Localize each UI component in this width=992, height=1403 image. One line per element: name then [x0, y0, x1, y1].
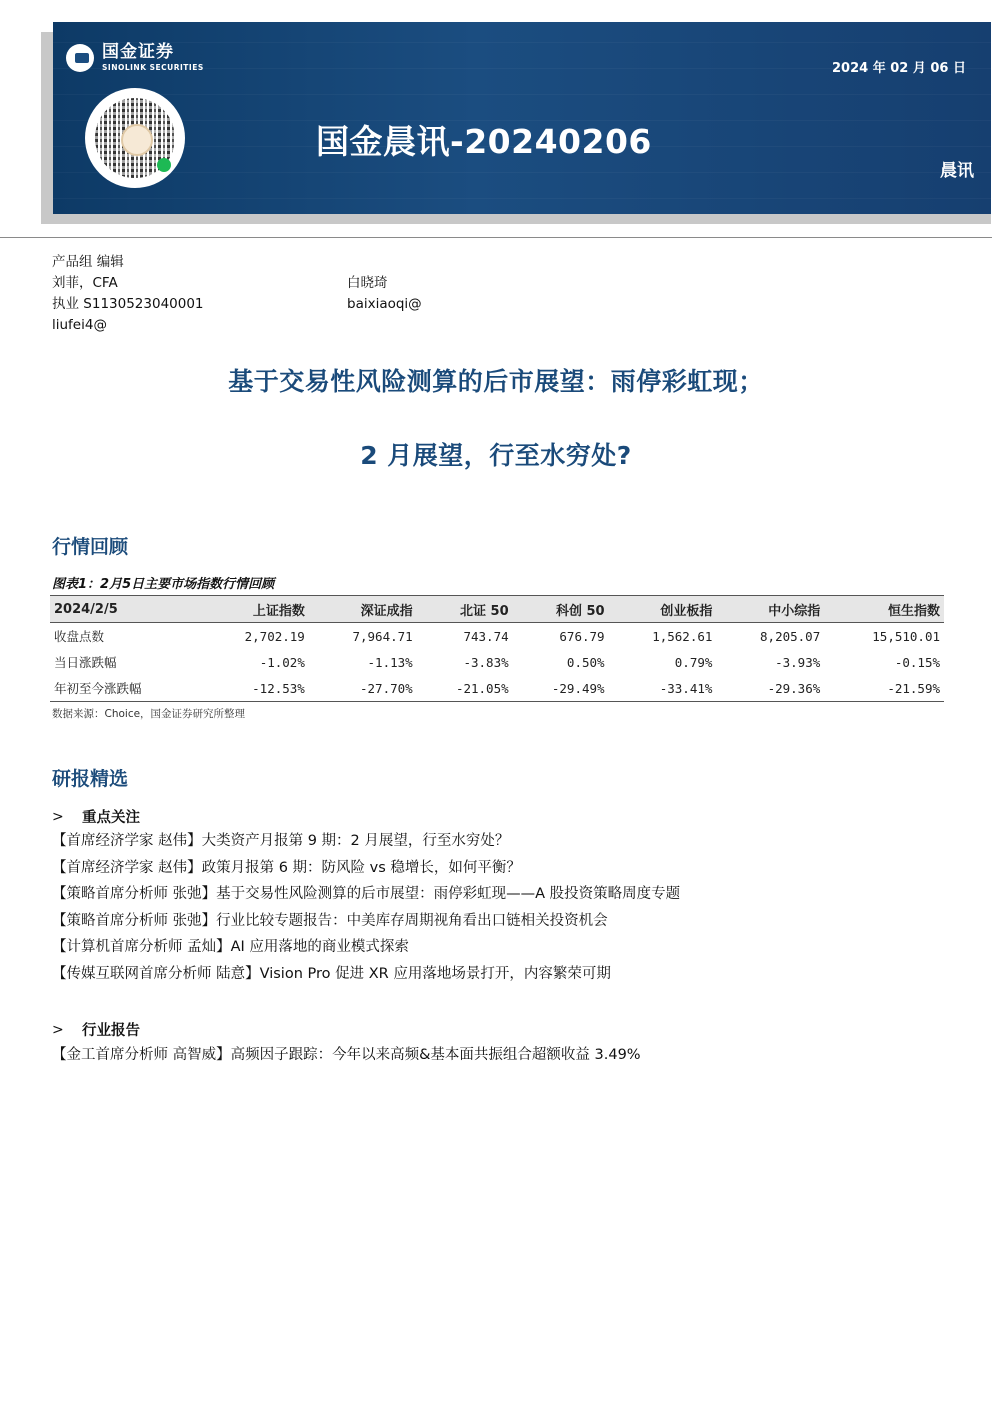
market-index-table [50, 595, 944, 702]
data-source-note: 数据来源：Choice，国金证券研究所整理 [52, 708, 246, 720]
column-header: 科创 50 [513, 596, 609, 623]
table-row [50, 675, 944, 702]
table-cell: 2,702.19 [244, 628, 305, 644]
author-block-left [52, 252, 204, 336]
report-date: 2024 年 02 月 06 日 [832, 61, 966, 76]
list-item[interactable]: 【首席经济学家 赵伟】大类资产月报第 9 期：2 月展望，行至水穷处？ [52, 833, 510, 849]
mini-program-badge-icon [157, 158, 171, 172]
table-cell: 0.50% [566, 654, 605, 670]
table-cell: 7,964.71 [352, 628, 413, 644]
qr-code-icon[interactable] [85, 88, 185, 188]
column-header: 恒生指数 [824, 596, 944, 623]
section-title-research: 研报精选 [52, 768, 129, 790]
report-title: 国金晨讯-20240206 [316, 122, 652, 161]
column-header: 中小综指 [716, 596, 824, 623]
table-cell: -1.13% [367, 654, 413, 670]
table-cell: -1.02% [259, 654, 305, 670]
table-cell: 743.74 [463, 628, 509, 644]
table-cell: -3.93% [775, 654, 821, 670]
row-label: 年初至今涨跌幅 [50, 675, 201, 702]
table-cell: -27.70% [309, 675, 417, 702]
header-divider [0, 237, 992, 238]
list-item[interactable]: 【策略首席分析师 张弛】行业比较专题报告：中美库存周期视角看出口链相关投资机会 [52, 912, 608, 929]
headline-line-2: 2 月展望，行至水穷处? [360, 441, 632, 470]
editor-group: 产品组 编辑 [52, 254, 124, 270]
chevron-right-icon: > [52, 1021, 64, 1038]
author-email[interactable]: liufei4@ [52, 317, 107, 333]
table-cell: 676.79 [559, 628, 605, 644]
table-cell: 8,205.07 [760, 628, 821, 644]
table-cell: -12.53% [201, 675, 309, 702]
section-title-market-review: 行情回顾 [52, 536, 129, 558]
table-cell: -33.41% [609, 675, 717, 702]
company-logo [66, 44, 204, 72]
headline-line-1: 基于交易性风险测算的后市展望：雨停彩虹现； [228, 367, 764, 396]
column-header: 上证指数 [201, 596, 309, 623]
author-license: 执业 S1130523040001 [52, 296, 204, 312]
list-item[interactable]: 【策略首席分析师 张弛】基于交易性风险测算的后市展望：雨停彩虹现——A 股投资策略周度专题 [52, 886, 681, 902]
column-header: 2024/2/5 [50, 596, 201, 623]
table-cell: -3.83% [463, 654, 509, 670]
row-label: 收盘点数 [54, 629, 105, 644]
table-row [50, 623, 944, 650]
focus-report-list [52, 828, 680, 987]
subhead-industry [52, 1019, 140, 1040]
table-cell: -29.36% [716, 675, 824, 702]
column-header: 深证成指 [309, 596, 417, 623]
logo-mark-icon [66, 44, 94, 72]
industry-report-list [52, 1042, 641, 1069]
subhead-label: 行业报告 [82, 1023, 140, 1039]
subhead-focus [52, 806, 140, 827]
table-cell: 1,562.61 [652, 628, 713, 644]
table-row [50, 649, 944, 675]
author-email[interactable]: baixiaoqi@ [347, 296, 422, 312]
table-cell: -29.49% [513, 675, 609, 702]
author-block-right [347, 273, 422, 315]
logo-name-en: SINOLINK SECURITIES [102, 63, 204, 73]
report-type-tag: 晨讯 [940, 161, 974, 181]
subhead-label: 重点关注 [82, 810, 140, 826]
table-header-row [50, 596, 944, 623]
column-header: 创业板指 [609, 596, 717, 623]
list-item[interactable]: 【金工首席分析师 高智威】高频因子跟踪：今年以来高频&基本面共振组合超额收益 3.49% [52, 1047, 641, 1063]
row-label: 当日涨跌幅 [54, 655, 117, 670]
logo-name-cn: 国金证券 [102, 42, 174, 63]
table-caption: 图表1：2月5日主要市场指数行情回顾 [52, 577, 275, 592]
column-header: 北证 50 [417, 596, 513, 623]
list-item[interactable]: 【计算机首席分析师 孟灿】AI 应用落地的商业模式探索 [52, 939, 409, 955]
list-item[interactable]: 【传媒互联网首席分析师 陆意】Vision Pro 促进 XR 应用落地场景打开，内容繁荣可期 [52, 965, 611, 982]
table-cell: -21.59% [824, 675, 944, 702]
table-cell: 0.79% [674, 654, 713, 670]
chevron-right-icon: > [52, 808, 64, 825]
table-cell: -0.15% [894, 654, 940, 670]
author-name: 白晓琦 [347, 275, 388, 291]
table-cell: 15,510.01 [872, 628, 940, 644]
qr-center-seal-icon [121, 124, 153, 156]
author-name: 刘菲，CFA [52, 275, 118, 291]
list-item[interactable]: 【首席经济学家 赵伟】政策月报第 6 期：防风险 vs 稳增长，如何平衡？ [52, 859, 521, 876]
table-cell: -21.05% [417, 675, 513, 702]
